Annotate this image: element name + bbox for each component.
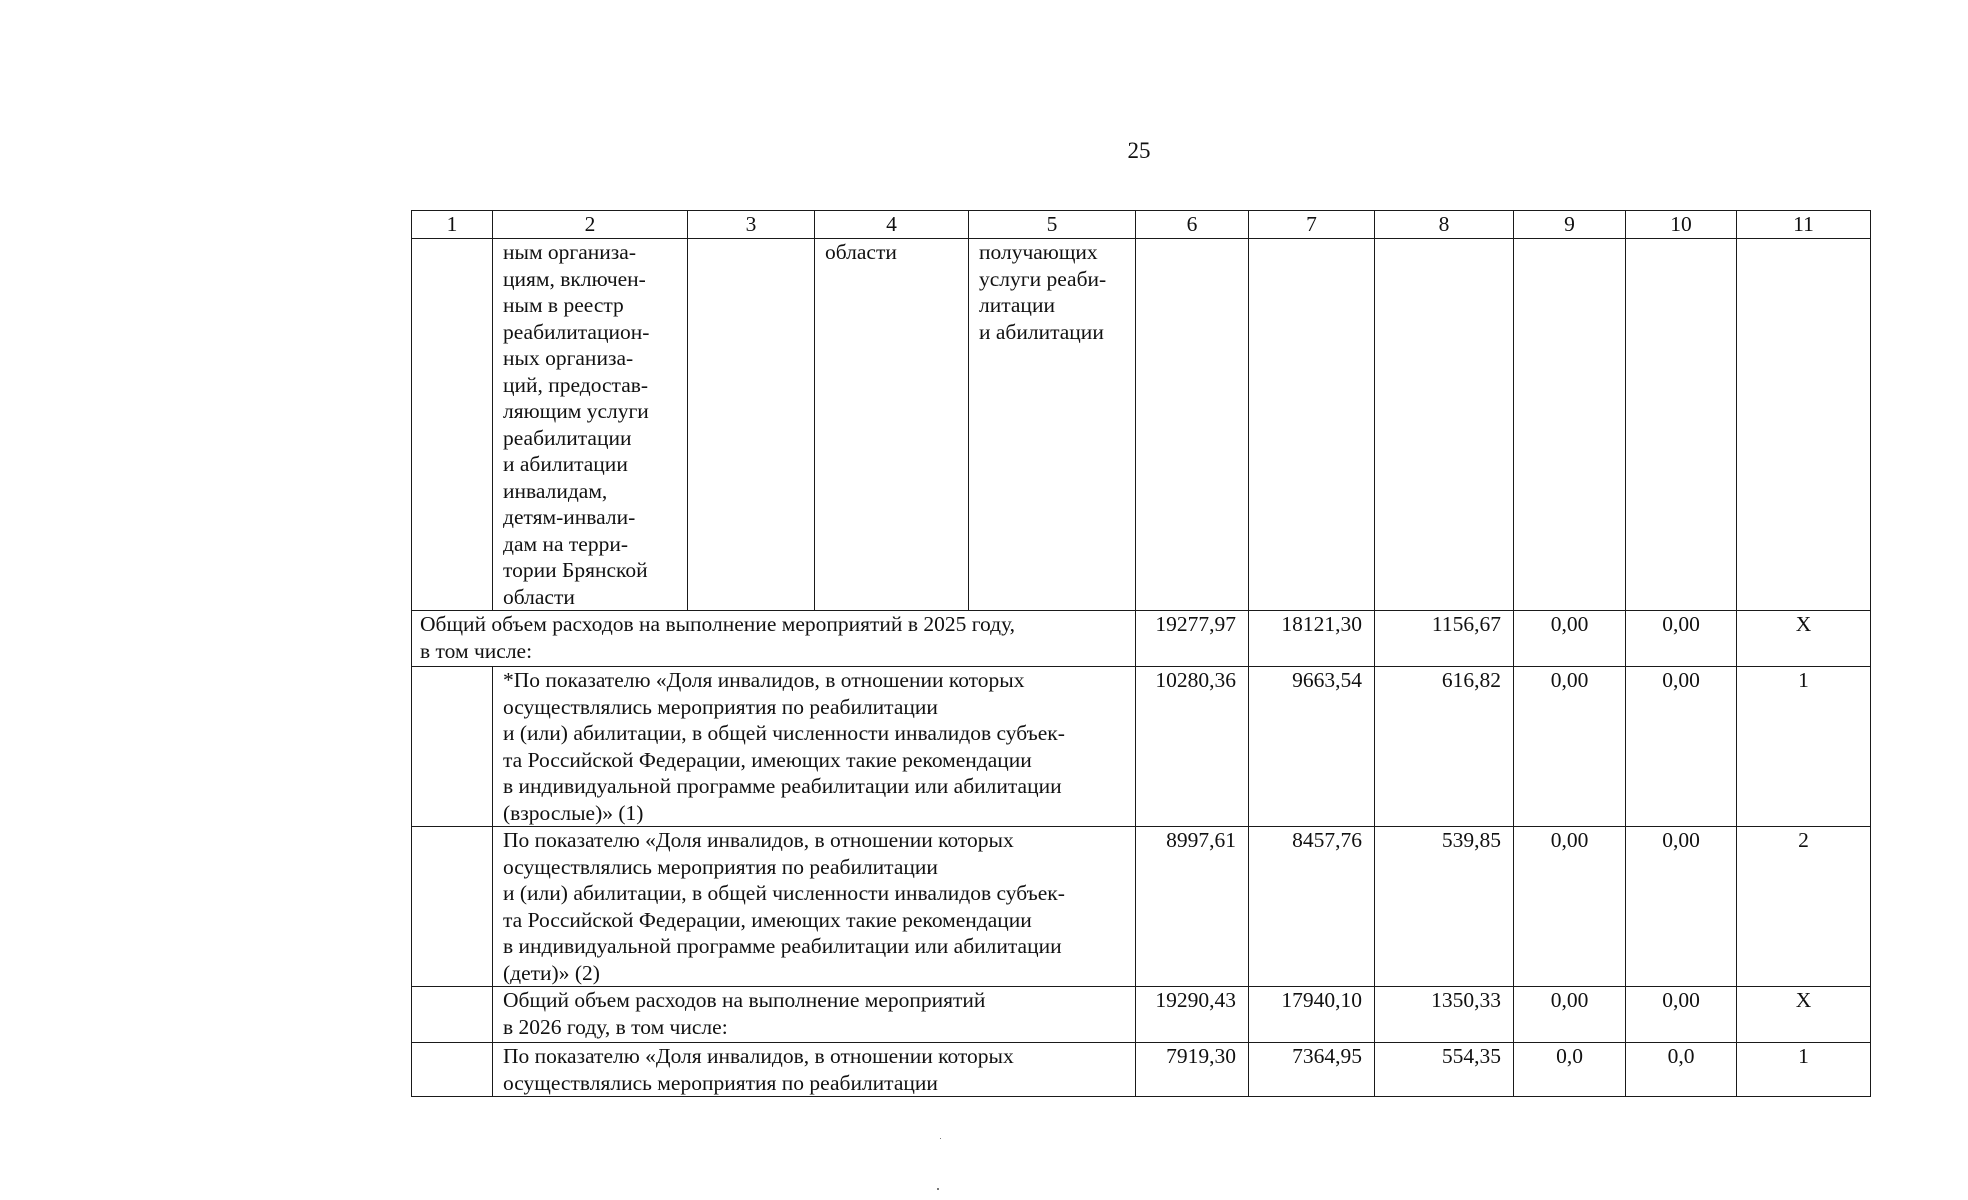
table-row <box>412 1043 1871 1097</box>
header-cell-4: 4 <box>815 211 969 239</box>
empty-cell <box>1626 239 1737 611</box>
scan-speck <box>937 1188 939 1190</box>
value-cell-11: Х <box>1737 987 1871 1043</box>
value-cell-7: 8457,76 <box>1249 827 1375 987</box>
value-cell-7: 18121,30 <box>1249 611 1375 667</box>
indicator-adults-label: *По показателю «Доля инвалидов, в отношении которых осуществлялись мероприятия по реабилитации и (или) абилитации, в общей численности инвалидов субъек- та Российской Федерации, имеющих такие рекомендации в индивидуальной программе реабилитации или абилитации (взрослые)» (1) <box>493 667 1136 827</box>
page-number: 25 <box>1127 138 1151 163</box>
empty-cell <box>1737 239 1871 611</box>
region-text: области <box>815 239 969 611</box>
value-cell-11: Х <box>1737 611 1871 667</box>
empty-cell <box>1514 239 1626 611</box>
continuation-row <box>412 239 1871 611</box>
indicator-2026-label: По показателю «Доля инвалидов, в отношении которых осуществлялись мероприятия по реабилитации <box>493 1043 1136 1097</box>
header-cell-8: 8 <box>1375 211 1514 239</box>
empty-cell <box>412 667 493 827</box>
value-cell-9: 0,00 <box>1514 827 1626 987</box>
value-cell-8: 616,82 <box>1375 667 1514 827</box>
empty-cell <box>1136 239 1249 611</box>
value-cell-8: 554,35 <box>1375 1043 1514 1097</box>
value-cell-10: 0,00 <box>1626 611 1737 667</box>
value-cell-6: 10280,36 <box>1136 667 1249 827</box>
header-cell-6: 6 <box>1136 211 1249 239</box>
empty-cell <box>412 987 493 1043</box>
header-row <box>412 211 1871 239</box>
value-cell-6: 7919,30 <box>1136 1043 1249 1097</box>
empty-cell <box>412 239 493 611</box>
value-cell-9: 0,00 <box>1514 611 1626 667</box>
total-2026-label: Общий объем расходов на выполнение мероприятий в 2026 году, в том числе: <box>493 987 1136 1043</box>
value-cell-8: 539,85 <box>1375 827 1514 987</box>
value-cell-11: 1 <box>1737 1043 1871 1097</box>
empty-cell <box>688 239 815 611</box>
value-cell-8: 1350,33 <box>1375 987 1514 1043</box>
header-cell-10: 10 <box>1626 211 1737 239</box>
table-row <box>412 827 1871 987</box>
table-row <box>412 667 1871 827</box>
value-cell-9: 0,0 <box>1514 1043 1626 1097</box>
header-cell-1: 1 <box>412 211 493 239</box>
scan-speck <box>940 1138 941 1139</box>
value-cell-6: 8997,61 <box>1136 827 1249 987</box>
empty-cell <box>412 827 493 987</box>
value-cell-6: 19290,43 <box>1136 987 1249 1043</box>
header-cell-5: 5 <box>969 211 1136 239</box>
value-cell-11: 1 <box>1737 667 1871 827</box>
value-cell-7: 7364,95 <box>1249 1043 1375 1097</box>
header-cell-2: 2 <box>493 211 688 239</box>
indicator-children-label: По показателю «Доля инвалидов, в отношении которых осуществлялись мероприятия по реабилитации и (или) абилитации, в общей численности инвалидов субъек- та Российской Федерации, имеющих такие рекомендации в индивидуальной программе реабилитации или абилитации (дети)» (2) <box>493 827 1136 987</box>
empty-cell <box>1249 239 1375 611</box>
value-cell-9: 0,00 <box>1514 667 1626 827</box>
empty-cell <box>412 1043 493 1097</box>
value-cell-10: 0,0 <box>1626 1043 1737 1097</box>
value-cell-10: 0,00 <box>1626 667 1737 827</box>
total-2025-label: Общий объем расходов на выполнение мероприятий в 2025 году, в том числе: <box>412 611 1136 667</box>
header-cell-3: 3 <box>688 211 815 239</box>
table-row <box>412 611 1871 667</box>
value-cell-7: 9663,54 <box>1249 667 1375 827</box>
value-cell-10: 0,00 <box>1626 987 1737 1043</box>
empty-cell <box>1375 239 1514 611</box>
value-cell-6: 19277,97 <box>1136 611 1249 667</box>
recipients-text: получающих услуги реаби- литации и абилитации <box>969 239 1136 611</box>
header-cell-11: 11 <box>1737 211 1871 239</box>
header-cell-7: 7 <box>1249 211 1375 239</box>
recipient-organizations-text: ным организа- циям, включен- ным в реестр реабилитацион- ных организа- ций, предостав- ляющим услуги реабилитации и абилитации инвалидам, детям-инвали- дам на терри- тории Брянской области <box>493 239 688 611</box>
header-cell-9: 9 <box>1514 211 1626 239</box>
value-cell-7: 17940,10 <box>1249 987 1375 1043</box>
value-cell-8: 1156,67 <box>1375 611 1514 667</box>
expenditure-table <box>411 210 1871 1097</box>
table-row <box>412 987 1871 1043</box>
value-cell-11: 2 <box>1737 827 1871 987</box>
value-cell-9: 0,00 <box>1514 987 1626 1043</box>
value-cell-10: 0,00 <box>1626 827 1737 987</box>
